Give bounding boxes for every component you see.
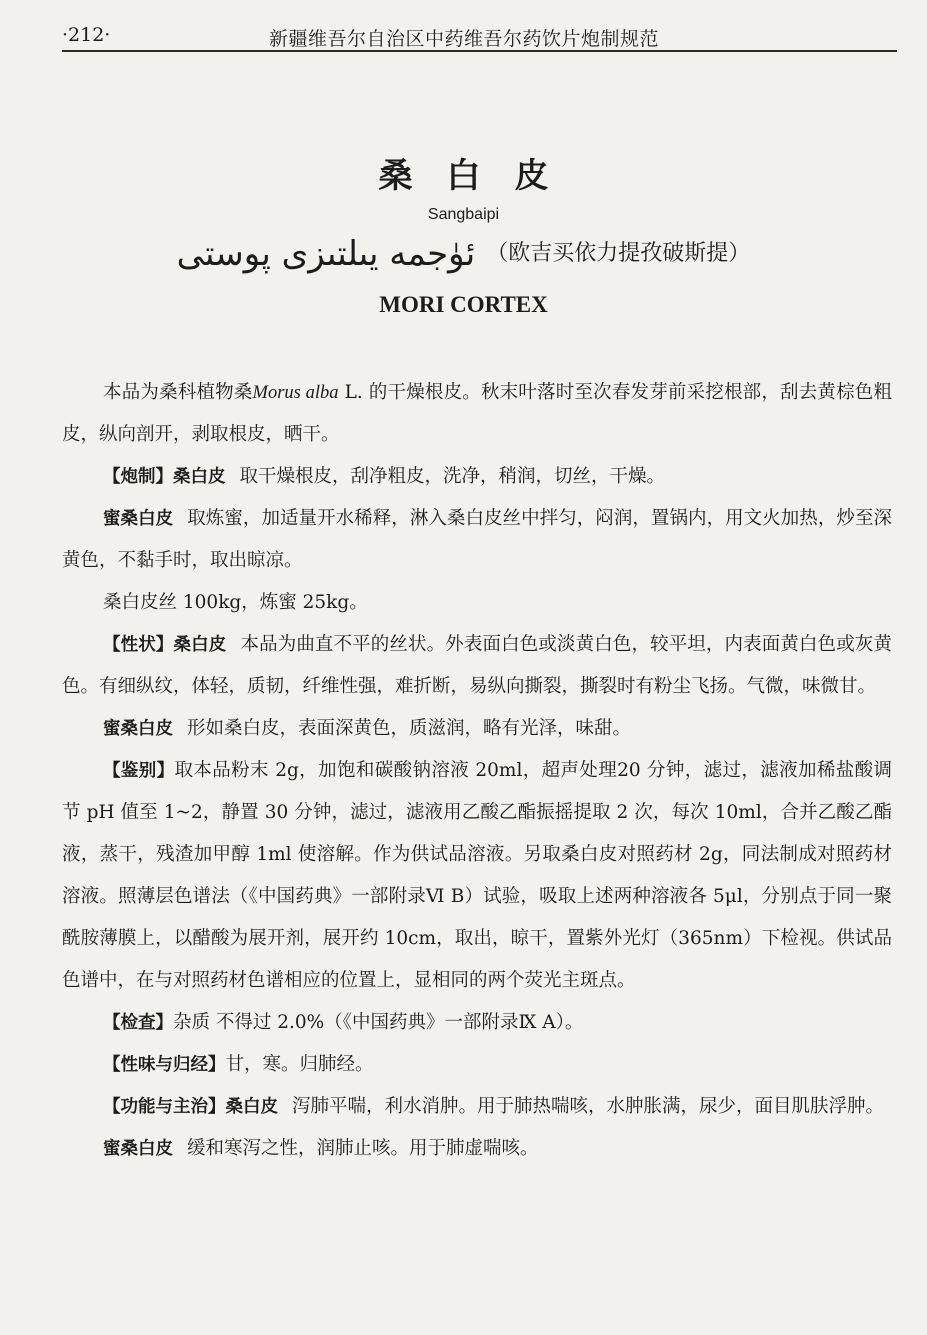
item-name: 蜜桑白皮 <box>103 509 174 529</box>
item-name: 桑白皮 <box>173 635 227 655</box>
uyghur-name-line <box>0 234 927 274</box>
processing-honey-paragraph: 蜜桑白皮 取炼蜜，加适量开水稀释，淋入桑白皮丝中拌匀，闷润，置锅内，用文火加热，炒至深黄色，不黏手时，取出晾凉。 <box>62 508 893 571</box>
section-label: 【性状】 <box>103 635 174 655</box>
latin-name: MORI CORTEX <box>379 292 548 317</box>
function-honey-paragraph: 蜜桑白皮 缓和寒泻之性，润肺止咳。用于肺虚喘咳。 <box>103 1138 539 1159</box>
section-label: 【性味与归经】 <box>103 1055 226 1075</box>
species-name: Morus alba <box>252 383 339 403</box>
item-name: 蜜桑白皮 <box>103 1139 173 1159</box>
inspection-paragraph: 【检查】杂质 不得过 2.0%（《中国药典》一部附录Ⅸ A）。 <box>103 1012 584 1033</box>
identification-paragraph: 【鉴别】取本品粉末 2g，加饱和碳酸钠溶液 20ml，超声处理20 分钟，滤过，滤液加稀盐酸调节 pH 值至 1~2，静置 30 分钟，滤过，滤液用乙酸乙酯振摇提取 2 次，每次 10ml，合并乙酸乙酯液，蒸干，残渣加甲醇 1ml 使溶解。作为供试品溶液。另取桑白皮对照药材 2g，同法制成对照药材溶液。照薄层色谱法（《中国药典》一部附录Ⅵ B）试验，吸取上述两种溶液各 5μl，分别点于同一聚酰胺薄膜上，以醋酸为展开剂，展开约 10cm，取出，晾干，置紫外光灯（365nm）下检视。供试品色谱中，在与对照药材色谱相应的位置上，显相同的两个荧光主斑点。 <box>62 760 892 991</box>
running-header <box>62 14 897 52</box>
item-name: 桑白皮 <box>225 1097 278 1117</box>
function-paragraph: 【功能与主治】桑白皮 泻肺平喘，利水消肿。用于肺热喘咳，水肿胀满，尿少，面目肌肤浮肿。 <box>103 1096 885 1117</box>
running-title: 新疆维吾尔自治区中药维吾尔药饮片炮制规范 <box>269 28 660 50</box>
monograph-title: 桑白皮 <box>378 156 583 196</box>
character-honey-paragraph: 蜜桑白皮 形如桑白皮，表面深黄色，质滋润，略有光泽，味甜。 <box>103 718 632 739</box>
section-label: 【鉴别】 <box>103 761 175 781</box>
processing-ratio: 桑白皮丝 100kg，炼蜜 25kg。 <box>103 592 368 613</box>
item-name: 桑白皮 <box>173 467 226 487</box>
section-label: 【炮制】 <box>103 467 173 487</box>
pinyin-name: Sangbaipi <box>427 206 500 223</box>
page-number: ·212· <box>62 24 111 46</box>
nature-paragraph: 【性味与归经】甘，寒。归肺经。 <box>103 1054 374 1075</box>
character-paragraph: 【性状】桑白皮 本品为曲直不平的丝状。外表面白色或淡黄白色，较平坦，内表面黄白色或灰黄色。有细纵纹，体轻，质韧，纤维性强，难折断，易纵向撕裂，撕裂时有粉尘飞扬。气微，味微甘。 <box>62 634 893 697</box>
uyghur-name: ئۈجمە يىلتىزى پوستى <box>176 234 476 274</box>
section-label: 【检查】 <box>103 1013 173 1033</box>
intro-paragraph: 本品为桑科植物桑Morus alba L. 的干燥根皮。秋末叶落时至次春发芽前采挖根部，刮去黄棕色粗皮，纵向剖开，剥取根皮，晒干。 <box>62 382 892 445</box>
uyghur-transliteration: （欧吉买依力提孜破斯提） <box>486 241 751 266</box>
monograph-body <box>62 372 892 1170</box>
item-name: 蜜桑白皮 <box>103 719 173 739</box>
processing-paragraph: 【炮制】桑白皮 取干燥根皮，刮净粗皮，洗净，稍润，切丝，干燥。 <box>103 466 666 487</box>
section-label: 【功能与主治】 <box>103 1097 226 1117</box>
